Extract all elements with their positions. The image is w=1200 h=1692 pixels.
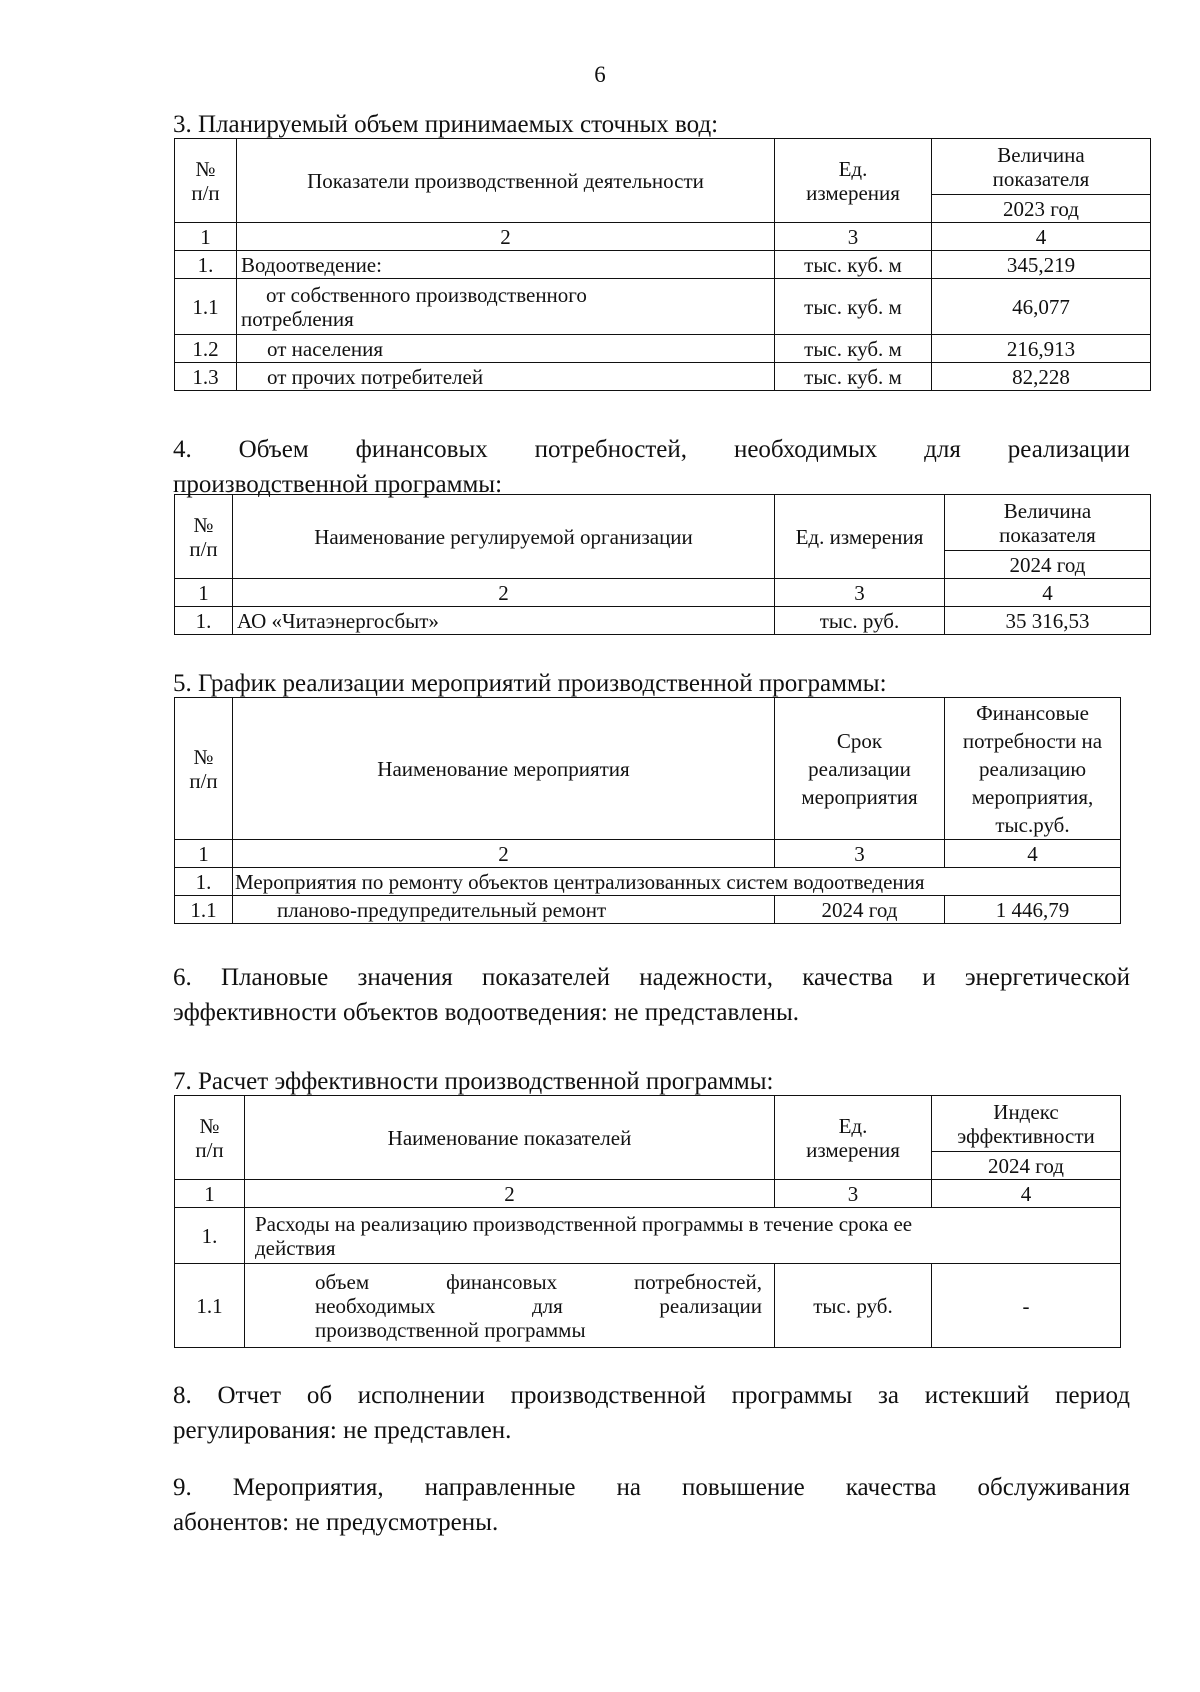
efficiency-table <box>174 1095 1121 1348</box>
header-value: Величина показателя <box>945 495 1151 551</box>
column-numbers-row: 1 2 3 4 <box>175 1180 1121 1208</box>
schedule-table <box>174 697 1121 924</box>
header-indicator-name: Наименование показателей <box>245 1096 775 1180</box>
header-unit: Ед. измерения <box>775 495 945 579</box>
header-indicator: Показатели производственной деятельности <box>237 139 775 223</box>
wastewater-volume-table <box>174 138 1151 391</box>
table-row: 1. Водоотведение: тыс. куб. м 345,219 <box>175 251 1151 279</box>
table-row: 1.1 объем финансовых потребностей, необходимых для реализации производственной программы тыс. руб. - <box>175 1264 1121 1348</box>
section-3-title: 3. Планируемый объем принимаемых сточных вод: <box>173 111 719 138</box>
section-7-title: 7. Расчет эффективности производственной программы: <box>173 1068 774 1095</box>
page-number: 6 <box>594 62 606 87</box>
section-4-title: 4. Объем финансовых потребностей, необходимых для реализации производственной программы: <box>173 436 1130 498</box>
table-row: 1.1 от собственного производственного потребления тыс. куб. м 46,077 <box>175 279 1151 335</box>
column-numbers-row: 1 2 3 4 <box>175 223 1151 251</box>
header-year: 2024 год <box>932 1152 1121 1180</box>
financial-needs-table <box>174 494 1151 635</box>
section-5-title: 5. График реализации мероприятий производственной программы: <box>173 670 887 697</box>
section-9-text: 9. Мероприятия, направленные на повышение качества обслуживания абонентов: не предусмотрены. <box>173 1474 1130 1536</box>
header-year: 2024 год <box>945 551 1151 579</box>
header-num: № п/п <box>175 1096 245 1180</box>
header-num: № п/п <box>175 495 233 579</box>
table-row: 1.2 от населения тыс. куб. м 216,913 <box>175 335 1151 363</box>
header-index: Индекс эффективности <box>932 1096 1121 1152</box>
column-numbers-row: 1 2 3 4 <box>175 579 1151 607</box>
header-value: Величина показателя <box>932 139 1151 195</box>
table-row: 1.1 планово-предупредительный ремонт 2024 год 1 446,79 <box>175 896 1121 924</box>
section-8-text: 8. Отчет об исполнении производственной программы за истекший период регулирования: не представлен. <box>173 1382 1130 1444</box>
header-year: 2023 год <box>932 195 1151 223</box>
table-row: 1. АО «Читаэнергосбыт» тыс. руб. 35 316,53 <box>175 607 1151 635</box>
column-numbers-row: 1 2 3 4 <box>175 840 1121 868</box>
header-num: № п/п <box>175 139 237 223</box>
section-6-text: 6. Плановые значения показателей надежности, качества и энергетической эффективности объектов водоотведения: не представлены. <box>173 964 1130 1026</box>
header-event-name: Наименование мероприятия <box>233 698 775 840</box>
header-num: № п/п <box>175 698 233 840</box>
group-row: 1. Расходы на реализацию производственной программы в течение срока ее действия <box>175 1208 1121 1264</box>
group-row: 1. Мероприятия по ремонту объектов централизованных систем водоотведения <box>175 868 1121 896</box>
header-unit: Ед. измерения <box>775 1096 932 1180</box>
header-organization: Наименование регулируемой организации <box>233 495 775 579</box>
header-term: Срок реализации мероприятия <box>775 698 945 840</box>
table-row: 1.3 от прочих потребителей тыс. куб. м 82,228 <box>175 363 1151 391</box>
header-finance: Финансовые потребности на реализацию мероприятия, тыс.руб. <box>945 698 1121 840</box>
header-unit: Ед. измерения <box>775 139 932 223</box>
